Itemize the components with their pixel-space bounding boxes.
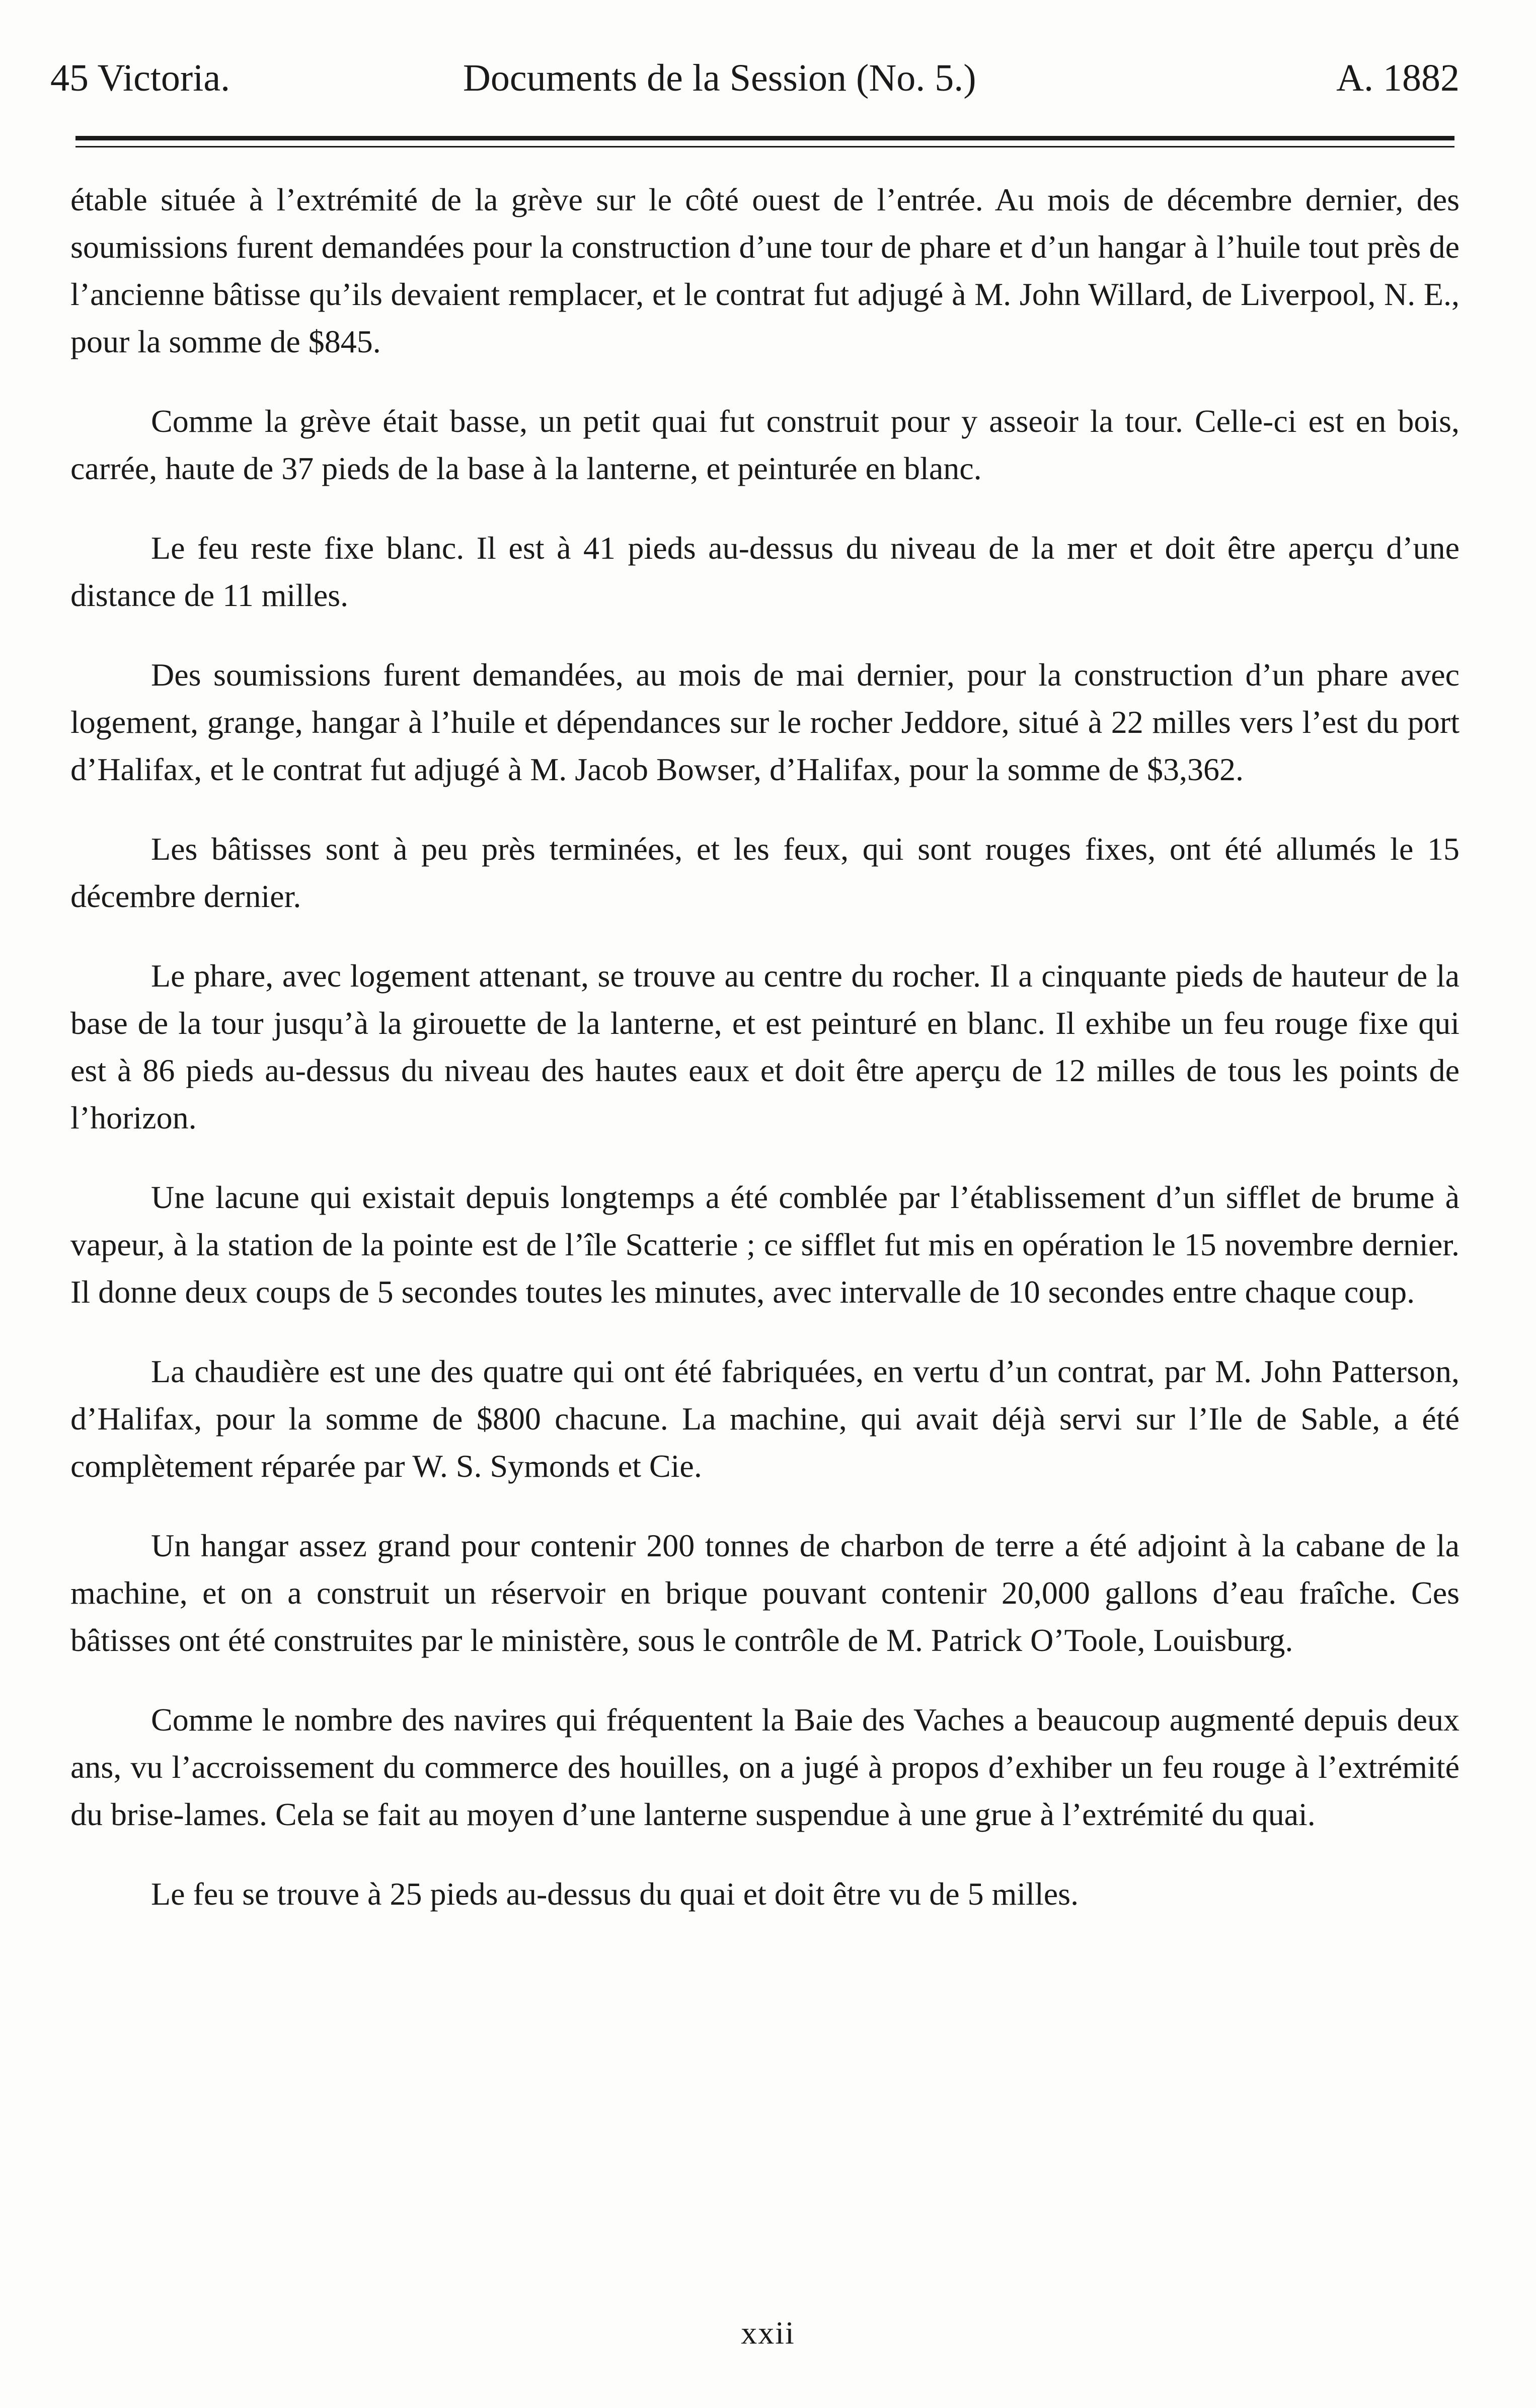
paragraph: Comme le nombre des navires qui fréquentent la Baie des Vaches a beaucoup augmenté depuis deux ans, vu l’accroissement du commerce des houilles, on a jugé à propos d’exhiber un feu rouge à l’extrémité du brise-lames. Cela se fait au moyen d’une lanterne suspendue à une grue à l’extrémité du quai. [70,1702,1460,1832]
header-title: Documents de la Session (No. 5.) [463,57,976,99]
header-rule-thick [75,136,1454,140]
paragraph: Un hangar assez grand pour contenir 200 tonnes de charbon de terre a été adjoint à la cabane de la machine, et on a construit un réservoir en brique pouvant contenir 20,000 gallons d’eau fraîche. Ces bâtisses ont été construites par le ministère, sous le contrôle de M. Patrick O’Toole, Louisburg. [70,1528,1460,1658]
paragraph: La chaudière est une des quatre qui ont été fabriquées, en vertu d’un contrat, par M. John Patterson, d’Halifax, pour la somme de $800 chacune. La machine, qui avait déjà servi sur l’Ile de Sable, a été complètement réparée par W. S. Symonds et Cie. [70,1353,1460,1484]
running-header [50,50,1460,106]
paragraph: Une lacune qui existait depuis longtemps a été comblée par l’établissement d’un sifflet de brume à vapeur, à la station de la pointe est de l’île Scatterie ; ce sifflet fut mis en opération le 15 novembre dernier. Il donne deux coups de 5 secondes toutes les minutes, avec intervalle de 10 secondes entre chaque coup. [70,1179,1460,1310]
paragraph: Le feu se trouve à 25 pieds au-dessus du quai et doit être vu de 5 milles. [151,1876,1079,1912]
paragraph: Le feu reste fixe blanc. Il est à 41 pieds au-dessus du niveau de la mer et doit être aperçu d’une distance de 11 milles. [70,530,1460,613]
header-rule-thin [75,146,1454,147]
header-regnal-year: 45 Victoria. [50,57,231,99]
page-number: xxii [741,2315,795,2351]
body-text [70,176,1460,1950]
paragraph: Les bâtisses sont à peu près terminées, et les feux, qui sont rouges fixes, ont été allumés le 15 décembre dernier. [70,831,1460,914]
paragraph: Comme la grève était basse, un petit quai fut construit pour y asseoir la tour. Celle-ci est en bois, carrée, haute de 37 pieds de la base à la lanterne, et peinturée en blanc. [70,403,1460,486]
paragraph: étable située à l’extrémité de la grève sur le côté ouest de l’entrée. Au mois de décembre dernier, des soumissions furent demandées pour la construction d’une tour de phare et d’un hangar à l’huile tout près de l’ancienne bâtisse qu’ils devaient remplacer, et le contrat fut adjugé à M. John Willard, de Liverpool, N. E., pour la somme de $845. [70,182,1460,359]
paragraph: Des soumissions furent demandées, au mois de mai dernier, pour la construction d’un phare avec logement, grange, hangar à l’huile et dépendances sur le rocher Jeddore, situé à 22 milles vers l’est du port d’Halifax, et le contrat fut adjugé à M. Jacob Bowser, d’Halifax, pour la somme de $3,362. [70,657,1460,787]
header-year: A. 1882 [1336,57,1460,99]
paragraph: Le phare, avec logement attenant, se trouve au centre du rocher. Il a cinquante pieds de hauteur de la base de la tour jusqu’à la girouette de la lanterne, et est peinturé en blanc. Il exhibe un feu rouge fixe qui est à 86 pieds au-dessus du niveau des hautes eaux et doit être aperçu de 12 milles de tous les points de l’horizon. [70,958,1460,1136]
